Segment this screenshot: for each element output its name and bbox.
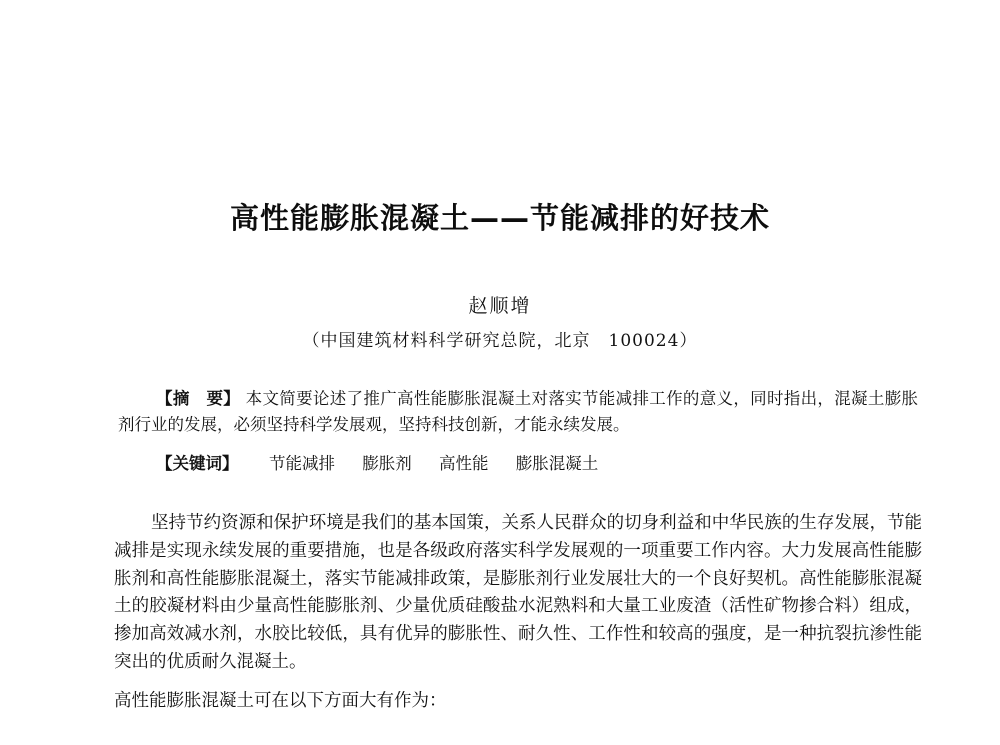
keyword-item: 节能减排 (269, 454, 335, 473)
keyword-item: 膨胀剂 (362, 454, 412, 473)
abstract-text: 本文简要论述了推广高性能膨胀混凝土对落实节能减排工作的意义，同时指出，混凝土膨胀剂行业的发展，必须坚持科学发展观，坚持科技创新，才能永续发展。 (118, 389, 919, 434)
keyword-item: 膨胀混凝土 (515, 454, 599, 473)
keyword-item: 高性能 (439, 454, 489, 473)
body-paragraph-lead-in: 高性能膨胀混凝土可在以下方面大有作为： (114, 691, 447, 711)
keywords-section (156, 451, 916, 477)
author-affiliation: （中国建筑材料科学研究总院，北京 100024） (302, 331, 698, 351)
keywords-label: 【关键词】 (156, 454, 239, 473)
author-name: 赵顺增 (468, 295, 532, 317)
body-paragraph: 坚持节约资源和保护环境是我们的基本国策，关系人民群众的切身利益和中华民族的生存发展，节能减排是实现永续发展的重要措施，也是各级政府落实科学发展观的一项重要工作内容。大力发展高性能膨胀剂和高性能膨胀混凝土，落实节能减排政策，是膨胀剂行业发展壮大的一个良好契机。高性能膨胀混凝土的胶凝材料由少量高性能膨胀剂、少量优质硅酸盐水泥熟料和大量工业废渣（活性矿物掺合料）组成，掺加高效减水剂，水胶比较低，具有优异的膨胀性、耐久性、工作性和较高的强度，是一种抗裂抗渗性能突出的优质耐久混凝土。 (114, 513, 922, 672)
abstract-section (118, 386, 918, 438)
abstract-paragraph (118, 386, 918, 438)
paper-title: 高性能膨胀混凝土——节能减排的好技术 (229, 201, 770, 235)
abstract-label: 【摘 要】 (156, 389, 241, 408)
